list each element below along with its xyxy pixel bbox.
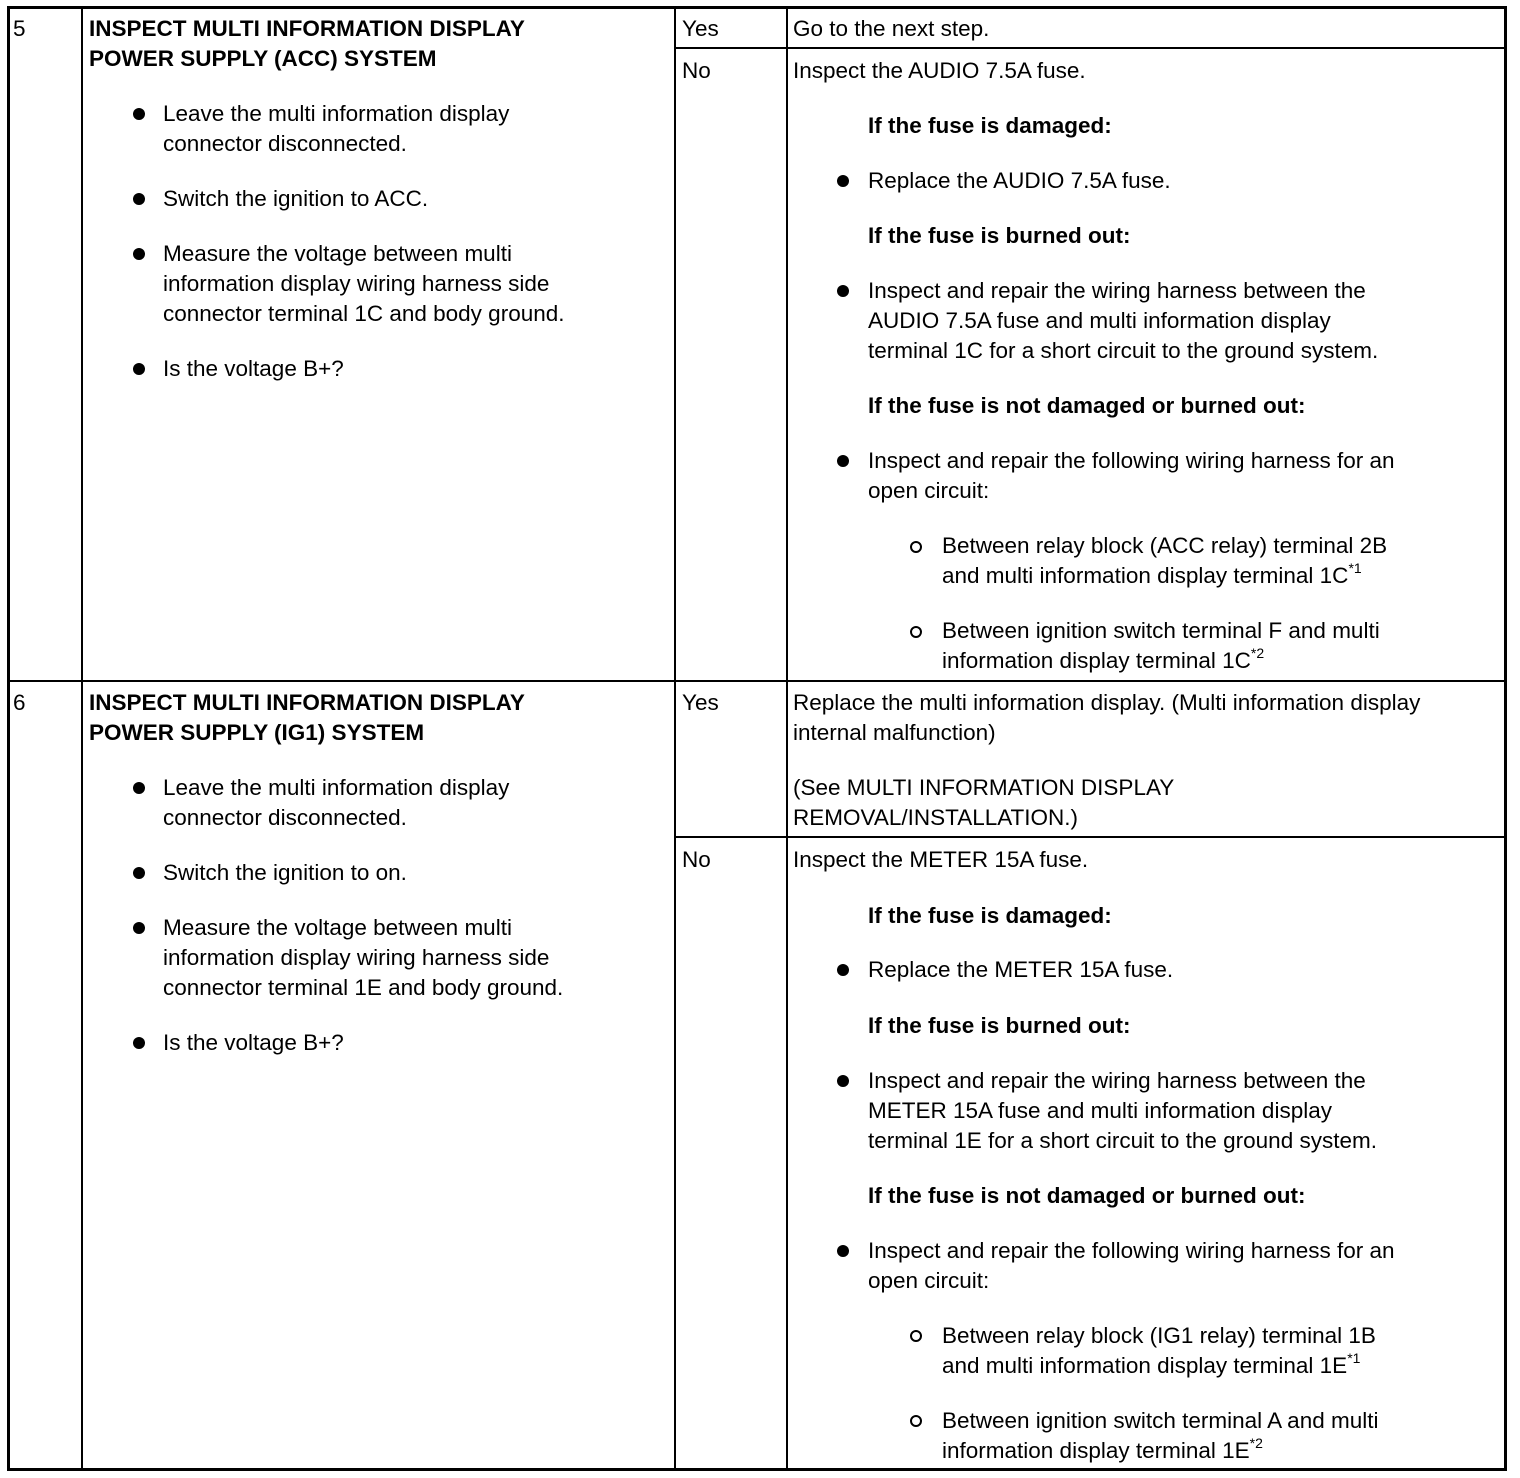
reference-link: REMOVAL/INSTALLATION.): [793, 805, 1079, 830]
circuit-text: and multi information display terminal $1E^{*1}$: [942, 1349, 1361, 1378]
column-divider: [674, 8, 676, 1470]
condition-heading: If the fuse is burned out:: [868, 223, 1131, 248]
circuit-text: Between ignition switch terminal F and multi: [942, 618, 1380, 643]
action-text: Measure the voltage between multi: [163, 915, 512, 940]
sub-bullet-icon: [910, 1330, 922, 1342]
action-text: connector terminal 1C and body ground.: [163, 301, 565, 326]
yes-label: Yes: [682, 690, 719, 715]
bullet-icon: [837, 285, 849, 297]
circuit-text: information display terminal $1E^{*2}$: [942, 1434, 1263, 1463]
footnote-mark: *2: [1250, 644, 1265, 661]
bullet-icon: [133, 248, 145, 260]
step-number: 6: [13, 690, 26, 715]
bullet-icon: [133, 867, 145, 879]
action-text: information display wiring harness side: [163, 271, 550, 296]
remedy-text: Replace the METER 15A fuse.: [868, 957, 1174, 982]
condition-heading: If the fuse is not damaged or burned out:: [868, 1183, 1306, 1208]
remedy-text: Inspect and repair the following wiring harness for an: [868, 448, 1395, 473]
bullet-icon: [837, 964, 849, 976]
no-result: Inspect the AUDIO 7.5A fuse.: [793, 58, 1086, 83]
circuit-text: and multi information display terminal $1C^{*1}$: [942, 559, 1362, 588]
remedy-text: terminal 1E for a short circuit to the ground system.: [868, 1128, 1377, 1153]
action-text: information display wiring harness side: [163, 945, 550, 970]
footnote-mark: *1: [1348, 559, 1362, 576]
circuit-text: Between relay block (IG1 relay) terminal 1B: [942, 1323, 1376, 1348]
remedy-text: Inspect and repair the wiring harness between the: [868, 278, 1366, 303]
action-text: Is the voltage B+?: [163, 356, 344, 381]
bullet-icon: [837, 175, 849, 187]
yes-result: Go to the next step.: [793, 16, 990, 41]
no-label: No: [682, 58, 711, 83]
action-text: Leave the multi information display: [163, 101, 510, 126]
reference-link: (See MULTI INFORMATION DISPLAY: [793, 775, 1175, 800]
no-label: No: [682, 847, 711, 872]
condition-heading: If the fuse is damaged:: [868, 113, 1112, 138]
remedy-text: Inspect and repair the following wiring harness for an: [868, 1238, 1395, 1263]
action-text: connector disconnected.: [163, 131, 407, 156]
bullet-icon: [133, 782, 145, 794]
yes-result: Replace the multi information display. (Multi information display: [793, 690, 1421, 715]
sub-bullet-icon: [910, 541, 922, 553]
bullet-icon: [837, 455, 849, 467]
circuit-text: information display terminal $1C^{*2}$: [942, 644, 1265, 673]
no-result: Inspect the METER 15A fuse.: [793, 847, 1089, 872]
sub-bullet-icon: [910, 626, 922, 638]
action-text: connector terminal 1E and body ground.: [163, 975, 564, 1000]
condition-heading: If the fuse is burned out:: [868, 1013, 1131, 1038]
remedy-text: Inspect and repair the wiring harness between the: [868, 1068, 1366, 1093]
action-text: Leave the multi information display: [163, 775, 510, 800]
row-divider: [676, 836, 1506, 838]
step-title: INSPECT MULTI INFORMATION DISPLAY: [89, 690, 525, 715]
row-divider: [8, 680, 1506, 682]
remedy-text: open circuit:: [868, 1268, 990, 1293]
bullet-icon: [837, 1075, 849, 1087]
step-title: INSPECT MULTI INFORMATION DISPLAY: [89, 16, 525, 41]
step-title: POWER SUPPLY (ACC) SYSTEM: [89, 46, 437, 71]
bullet-icon: [133, 363, 145, 375]
bullet-icon: [133, 108, 145, 120]
condition-heading: If the fuse is damaged:: [868, 903, 1112, 928]
step-number: 5: [13, 16, 26, 41]
circuit-text: Between ignition switch terminal A and multi: [942, 1408, 1379, 1433]
yes-result: internal malfunction): [793, 720, 996, 745]
column-divider: [786, 8, 788, 1470]
row-divider: [676, 47, 1506, 49]
remedy-text: Replace the AUDIO 7.5A fuse.: [868, 168, 1171, 193]
circuit-text: Between relay block (ACC relay) terminal 2B: [942, 533, 1388, 558]
bullet-icon: [133, 922, 145, 934]
step-title: POWER SUPPLY (IG1) SYSTEM: [89, 720, 425, 745]
bullet-icon: [133, 1037, 145, 1049]
condition-heading: If the fuse is not damaged or burned out:: [868, 393, 1306, 418]
remedy-text: METER 15A fuse and multi information display: [868, 1098, 1332, 1123]
action-text: Switch the ignition to on.: [163, 860, 407, 885]
bullet-icon: [837, 1245, 849, 1257]
remedy-text: terminal 1C for a short circuit to the ground system.: [868, 338, 1379, 363]
column-divider: [81, 8, 83, 1470]
sub-bullet-icon: [910, 1415, 922, 1427]
footnote-mark: *1: [1347, 1349, 1361, 1366]
action-text: Switch the ignition to ACC.: [163, 186, 429, 211]
remedy-text: open circuit:: [868, 478, 990, 503]
action-text: Is the voltage B+?: [163, 1030, 344, 1055]
footnote-mark: *2: [1249, 1434, 1263, 1451]
yes-label: Yes: [682, 16, 719, 41]
bullet-icon: [133, 193, 145, 205]
action-text: connector disconnected.: [163, 805, 407, 830]
remedy-text: AUDIO 7.5A fuse and multi information display: [868, 308, 1331, 333]
action-text: Measure the voltage between multi: [163, 241, 512, 266]
